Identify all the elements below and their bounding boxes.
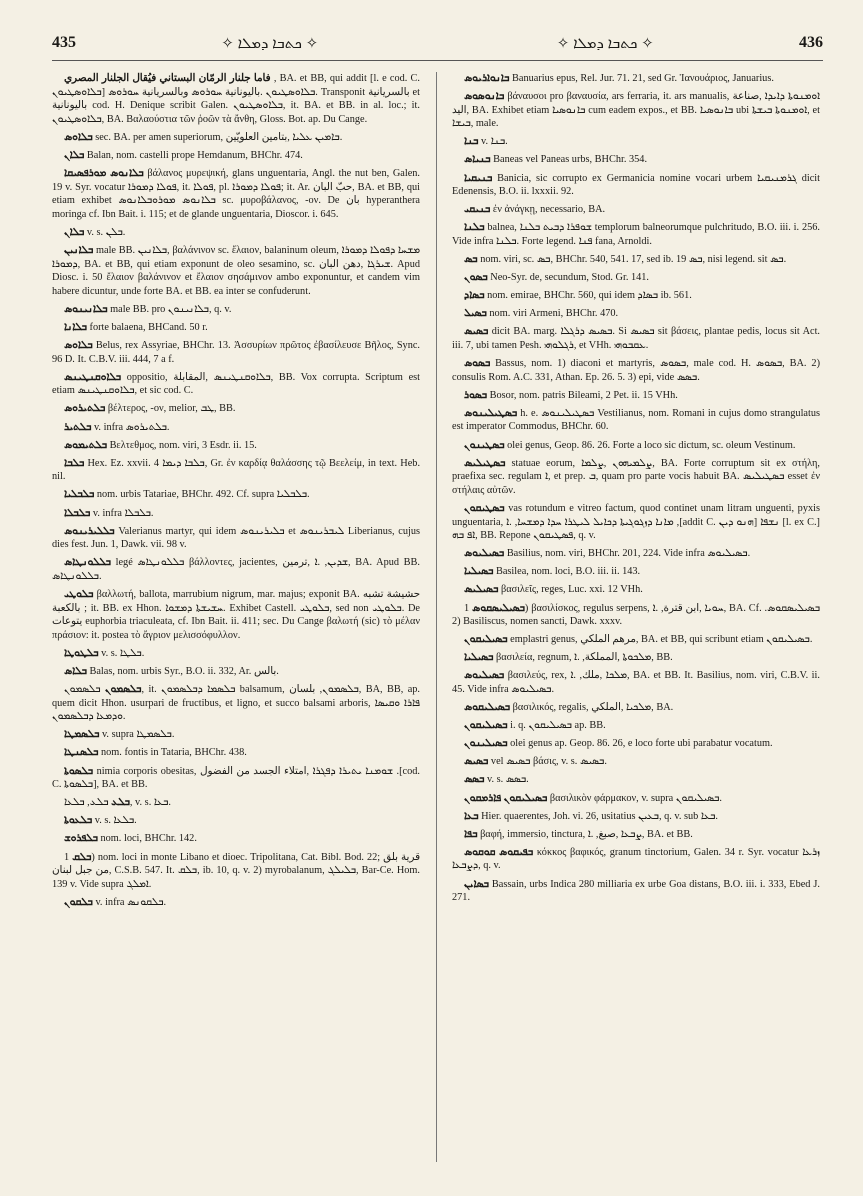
dictionary-entry [52, 832, 420, 846]
entry-definition: Basilea, nom. loci, B.O. iii. ii. 143. [495, 566, 641, 578]
entry-definition: Valerianus martyr, qui idem ܒܠܝܪܝܢܘܣ et ܠܝܒܪܝܢܘܣ Liberianus, cujus dies fest. Jun. 1, Dawk. vii. 98 v. [52, 525, 420, 551]
dictionary-entry [452, 602, 820, 629]
entry-headword: ܒܣܝܠܝܐ [464, 566, 494, 578]
dictionary-entry [52, 303, 420, 317]
dictionary-entry [52, 665, 420, 679]
entry-headword: ܒܢܝܩܝ [464, 204, 491, 216]
entry-definition: v. s. ܒܠܛܐ. [101, 647, 145, 659]
dictionary-entry [452, 357, 820, 384]
dictionary-entry [452, 407, 820, 434]
entry-headword: ܒܠܥ [111, 797, 130, 809]
dictionary-entry [452, 90, 820, 131]
entry-definition: nom. viri, sc. ܒܣ, BHChr. 540, 541. 17, sed ib. 19 ܒܣ, nisi legend. sit ܒܣ. [480, 254, 787, 266]
entry-headword: ܒܠܥܘܬܐ [64, 815, 93, 827]
entry-definition: balnea, ܫܘܦܪܐ ܕܒܝܬ ܒܠܢܐ templorum balneorumque pulchritudo, B.O. iii. i. 256. Vide infra ܒܠܢܐ. Forte legend. ܦܢܐ fana, Arnoldi. [452, 222, 820, 247]
entry-definition: βασιλικός, regalis, ܡܠܟܝܐ ,الملكي, BA. [512, 702, 674, 714]
dictionary-entry [452, 457, 820, 498]
entry-headword: ܒܣ [464, 254, 478, 266]
dictionary-entry [52, 457, 420, 484]
entry-definition: v. ܒܢܐ. [481, 136, 508, 148]
entry-definition: Baneas vel Paneas urbs, BHChr. 354. [493, 154, 648, 166]
dictionary-entry [52, 167, 420, 221]
dictionary-entry [452, 719, 820, 733]
entry-headword: ܒܠܐܢ [64, 226, 85, 238]
entry-headword: ܒܠܒܠܝܐ [64, 489, 95, 501]
entry-headword: ܒܣܝܣ [464, 756, 489, 768]
dictionary-entry [452, 203, 820, 217]
entry-headword: ܒܠܐܘܩܢܛܝܢܣ [64, 371, 122, 383]
entry-definition: oppositio, ܒܠܐܘܩܢܛܝܢܣ ,المقابلة, BB. Vox corrupta. Scriptum est etiam ܒܠܐܘܩܢܛܝܢܣ, et sic cod. C. [52, 371, 420, 397]
dictionary-entry [452, 773, 820, 787]
entry-headword: ܒܐܢܘܣܘܣ [464, 91, 505, 103]
entry-headword: ܒܠܛܘܛܐ [64, 647, 99, 659]
entry-definition: male BB. ܒܠܐܢܝܢ, βαλάνινον sc. ἔλαιον, balaninum oleum, ܡܫܚܐ ܕܦܘܠܐ ܕܡܘܪܐ ܕܡܘܪܐ, BA. et BB, qui etiam exponunt de oleo sesamino, sc. ܫܝܪܓܐ ,دهن البان. Apud Diosc. i. 50 ἔλαιον βαλάνινον et ἔλαιον σησάμινον ambo exponuntur, et candem vim habere dicuntur, unde forte BA. et BB. ea inter se confuderunt. [52, 245, 420, 297]
dictionary-entry [452, 153, 820, 167]
dictionary-entry [452, 172, 820, 199]
dictionary-entry [452, 583, 820, 597]
entry-definition: Banicia, sic corrupto ex Germanicia nomine vocari urbem ܓܪܡܢܝܩܝܐ dicit Edenensis, B.O. ii. lxxxii. 92. [452, 172, 820, 198]
entry-definition: i. q. ܒܣܝܠܝܩܘܢ ap. BB. [510, 720, 606, 732]
dictionary-entry [52, 851, 420, 892]
entry-definition: olei genus, Geop. 86. 26. Forte a loco sic dictum, sc. oleum Vestinum. [507, 439, 796, 451]
entry-headword: ܒܣܝܠ [464, 308, 487, 320]
entry-headword: ܒܠܒܠܐ [64, 507, 91, 519]
entry-headword: ܒܠܠܝܪܝܢܘܣ [64, 525, 115, 537]
dictionary-entry [452, 502, 820, 543]
entry-headword: ܒܣܝܠܝܩܘܢ ܦܐܪܡܩܘܢ [464, 792, 548, 804]
dictionary-entry [52, 131, 420, 145]
entry-definition: statuae eorum, ܨܠܡܝܗܘܢ ,ܨܠܡܐ, BA. Forte corruptum sit ex στήλη, praefixa sec. regulam ܐ, et prep. ܒ, quam pro parte vocis habuit BA. ܒܣܛܝܠܝܣ esset ἐν στήλαις αὐτῶν. [452, 457, 820, 496]
entry-headword: ܒܣܐܝܢ [464, 878, 489, 890]
entry-headword: ܒܠܐܢܝܢ [64, 245, 94, 257]
entry-definition: v. s. ܒܠܢ. [86, 226, 126, 238]
entry-headword: ܒܠܬܝܡܘܣ [64, 439, 107, 451]
entry-definition: v. s. ܒܠܥܐ. [94, 815, 137, 827]
entry-definition: ܒܠܣܡܘܢ, it. ܒܠܣܡܐ ܕܒܠܣܡܘܢ balsamum, ܒܠܣܡܘܢ, بلسان, BA, BB, ap. quem dicit Hhon. usurpari de fructibus, et ligno, et succo balsami arboris, ܦܐܪܐ ܘܩܝܣܐ ܘܕܡܥܐ ܕܒܠܣܡܘܢ. [52, 684, 420, 723]
entry-headword: ܒܠܣܘܬܐ [64, 765, 94, 777]
left-column [52, 72, 420, 1182]
dictionary-entry [452, 633, 820, 647]
dictionary-entry [52, 588, 420, 642]
entry-definition: sec. BA. per amen superiorum, ܒܐܡܝܢ ܥܠܝܐ ,بتامين العلويّين. [95, 131, 343, 143]
entry-definition: βαφή, immersio, tinctura, ܨܒܥܐ ,صبغ, .ܐ, BA. et BB. [480, 828, 693, 840]
entry-headword: ܒܠܣܢܛܐ [64, 747, 99, 759]
dictionary-entry [52, 421, 420, 435]
entry-headword: ܒܠܐܢܐ [64, 322, 87, 333]
entry-definition: βάναυσοι pro βαναυσία, ars ferraria, it. ars manualis, ܐܘܡܢܘܬܐ ܕܐܝܕܐ ,صناعة اليد, BA. Exhibet etiam ܒܐܢܘܣܝܐ cum eadem expos., et BB. ܒܐܢܘܣܝܐ ubi ܐܘܡܢܘܬܐ ܒܝܫܬܐ, et ܒܝܫܐ, male. [452, 91, 820, 130]
dictionary-entry [452, 846, 820, 873]
entry-headword: ܒܣܘܣ [464, 358, 491, 370]
entry-headword: ܒܠܠܘܢܛܐܣ [64, 557, 111, 569]
entry-definition: Belus, rex Assyriae, BHChr. 13. Ἀσσυρίων πρῶτος ἐβασίλευσε Βῆλος, Sync. 96 D. It. C.B.V. iii. 444, 7 a f. [52, 340, 420, 365]
dictionary-entry [452, 325, 820, 352]
entry-definition: dicit BA. marg. ܒܣܝܣ ܕܪܓܠܐ. Si ܒܣܝܣ sit βάσεις, plantae pedis, locus sit Act. iii. 7, ubi tamen Pesh. ܪܓܠܘܗܝ, et VHh. ܥܩܒܘܗܝ. [452, 326, 820, 351]
entry-headword: ܒܣܐܕ [464, 290, 485, 302]
dictionary-entry [452, 651, 820, 665]
dictionary-entry [52, 683, 420, 724]
dictionary-entry [52, 647, 420, 661]
entry-headword: ܒܣܝܠܝܣܩܘܣ [472, 602, 525, 614]
entry-headword: ܒܠܩ [72, 851, 92, 863]
dictionary-entry [52, 402, 420, 416]
entry-headword: ܒܣܝܠܝܣ [464, 584, 499, 596]
entry-definition: ܒܠܥ, ܒܠܥܐ, v. s. ܒܥܐ. [64, 797, 171, 809]
entry-headword: ܒܣܝܣ [464, 326, 489, 338]
dictionary-entry [452, 810, 820, 824]
entry-headword: ܒܢܐ [464, 136, 479, 148]
entry-definition: nimia corporis obesitas, ܫܘܡܢܐ ܝܬܝܪܐ ܕܦܓܪܐ ,امتلاء الجسد من الفضول .[cod. C. ܒܠܣܘܬܐ], BA. et BB. [52, 765, 420, 791]
dictionary-entry [452, 289, 820, 303]
dictionary-entry [452, 72, 820, 86]
entry-headword: ܒܠܐܣ [64, 665, 87, 677]
dictionary-entry [452, 792, 820, 806]
entry-headword: ܒܐܢܘܐܪܝܘܣ [464, 73, 510, 84]
dictionary-entry [52, 746, 420, 760]
entry-headword: ܒܠܦܪܘܫ [64, 833, 98, 845]
dictionary-entry [452, 439, 820, 453]
dictionary-entry [452, 253, 820, 267]
dictionary-entry [52, 226, 420, 240]
entry-headword: ܒܠܐܢ [64, 149, 85, 161]
entry-definition: 1) βασιλίσκος, regulus serpens, ܚܘܝܐ ,ابن قترة, .ܐ, BA. Cf. ܒܣܝܠܝܣܩܘܣ. 2) Basiliscus, nomen sancti, Dawk. xxxv. [452, 602, 820, 628]
entry-definition: nom. loci, BHChr. 142. [100, 833, 197, 845]
entry-headword: ܒܥܐ [464, 810, 479, 822]
entry-definition: nom. urbis Tatariae, BHChr. 492. Cf. supra ܒܠܒܠܝܐ. [96, 489, 310, 501]
entry-definition: v. infra ܒܠܬܝܪܘܣ. [93, 421, 170, 433]
entry-definition: vas rotundum e vitreo factum, quod continet unam litram unguenti, pyxis unguentaria, ܡܐܢܐ ܕܙܓܘܓܝܬܐ ܕܟܐܝܠ ܠܝܛܪܐ ܚܕܐ ܕܡܫܚܐ, .ܐ ,[addit C. ܗܢܘ ܕܝܢ] ܢܫܦܐ [l. ex C.] ܐܦ ܒܗ, BB. Repone ܦܣܛܝܩܘܢ, q. v. [452, 502, 820, 542]
entry-definition: nom. fontis in Tataria, BHChr. 438. [100, 747, 247, 759]
entry-headword: ܒܠܐܘܣ [64, 131, 93, 143]
dictionary-entry [52, 244, 420, 298]
left-page-number: 435 [52, 34, 76, 51]
entry-definition: βασιλεύς, rex, ܡܠܟܐ ,ملك, .ܐ, BA. et BB. It. Basilius, nom. viri, C.B.V. ii. 45. Vide infra ܒܣܝܠܝܘܣ. [452, 670, 820, 695]
dictionary-entry [452, 221, 820, 248]
entry-headword: ܒܣܝܠܝܐ [464, 652, 494, 664]
entry-headword: ܒܠܣܡܛܐ [64, 729, 100, 741]
entry-headword: ܒܢܝܩܝܐ [464, 172, 493, 184]
dictionary-entry [52, 371, 420, 398]
entry-headword: ܒܠܬܝܪܘܣ [64, 403, 106, 415]
entry-headword: ܒܠܢܐ [464, 222, 485, 234]
entry-definition: male BB. pro ܒܠܐܢܝܢܘܢ, q. v. [110, 303, 232, 315]
dictionary-entry [52, 507, 420, 521]
entry-headword: ܒܣܝܠܝܩܘܢ [464, 720, 508, 732]
dictionary-entry [52, 525, 420, 552]
entry-definition: βασιλεία, regnum, ܡܠܟܘܬܐ ,المملكة, .ܐ, BB. [495, 652, 673, 664]
dictionary-entry [52, 488, 420, 502]
entry-definition: v. infra ܒܠܩܘܢܣ. [95, 896, 167, 908]
entry-definition: h. e. ܒܣܛܝܠܝܢܘܣ Vestilianus, nom. Romani in cujus domo strangulatus est imperator Commodus, BHChr. 60. [452, 407, 820, 433]
entry-definition: Bassus, nom. 1) diaconi et martyris, ܒܣܘܣ, male cod. H. ܒܣܘܣ, BA. 2) consulis Rom. A.C. 331, Athan. Ep. 26. 5. 3) epi, vide ܒܣܣ. [452, 358, 820, 383]
entry-definition: ἐν ἀνάγκῃ, necessario, BA. [492, 204, 606, 216]
entry-headword: ܒܠܬܝܪ [64, 421, 92, 433]
entry-definition: Bosor, nom. patris Bileami, 2 Pet. ii. 15 VHh. [489, 389, 678, 401]
page-header [52, 30, 823, 56]
dictionary-entry [52, 796, 420, 810]
entry-definition: βέλτερος, -ον, melior, ܛܒ, BB. [107, 403, 236, 415]
entry-headword: ܒܣܝܠܝܢܘܢ [464, 738, 508, 750]
entry-headword: فاما جلنار الرمّان البستاني فيُقال الجلنار المصري [64, 73, 271, 84]
dictionary-entry [52, 728, 420, 742]
entry-definition: βασιλικὸν φάρμακον, v. supra ܒܣܝܠܝܩܘܢ. [549, 792, 722, 804]
entry-headword: ܒܣܝܠܝܘܣ [464, 670, 505, 682]
entry-headword: ܒܣܛܝܢܘܢ [464, 439, 505, 451]
dictionary-entry [52, 814, 420, 828]
entry-headword: ܒܣܝܠܝܘܣ [464, 548, 505, 560]
dictionary-entry [452, 701, 820, 715]
dictionary-entry [52, 765, 420, 792]
entry-definition: v. s. ܒܣܣ. [486, 774, 529, 786]
entry-definition: κόκκος βαφικός, granum tinctorium, Galen. 34 r. Syr. vocatur ܙܪܥܐ ܕܨܒܥܐ, q. v. [452, 846, 820, 872]
entry-definition: Basilius, nom. viri, BHChr. 201, 224. Vide infra ܒܣܝܠܝܘܣ. [506, 548, 751, 560]
dictionary-entry [452, 828, 820, 842]
entry-definition: nom. emirae, BHChr. 560, qui idem ܒܣܐܕ ib. 561. [487, 290, 692, 302]
dictionary-entry [452, 565, 820, 579]
dictionary-entry [452, 737, 820, 751]
entry-definition: βαλλωτή, ballota, marrubium nigrum, mar. majus; exponit BA. حشيشة تشبه بالكعبة ; it. BB. ex Hhon. ܚܫܝܫܬܐ ܕܡܫܘܐ. Exhibet Castell. ܒܠܘܛܝ, sed non ܒܠܘܛܝ. De يتوعات euphorbia triaculeata, cf. Ibn Bait. ii. 411; sec. Du Cange βαλωτή (sic) τὸ μέλαν πράσιον: it. postea τὸ ἄγριον μελισσόφυλλον. [52, 589, 420, 641]
entry-definition: olei genus ap. Geop. 86. 26, e loco forte ubi parabatur vocatum. [510, 738, 773, 750]
entry-definition: vel ܒܣܝܣ βάσις, v. s. ܒܣܝܣ. [490, 756, 607, 768]
dictionary-entry [452, 307, 820, 321]
column-divider [436, 72, 437, 1162]
entry-definition: Balan, nom. castelli prope Hemdanum, BHChr. 474. [86, 149, 303, 161]
dictionary-entry [52, 556, 420, 583]
entry-definition: Hex. Ez. xxvii. 4 ܒܠܒܐ ܕܝܡܐ, Gr. ἐν καρδίᾳ θαλάσσης τῷ Βεελείμ, in text. Heb. nil. [52, 457, 420, 483]
entry-definition: Bassain, urbs Indica 280 milliaria ex urbe Goa distans, B.O. iii. i. 333, Ebed J. 271. [452, 878, 820, 904]
entry-headword: ܒܠܐܢܘܣ ܡܘܪܦܣܝܩܐ [64, 168, 144, 180]
entry-headword: ܒܠܘܛܝ [64, 589, 94, 600]
dictionary-entry [452, 389, 820, 403]
entry-definition: nom. viri Armeni, BHChr. 470. [489, 308, 619, 320]
entry-definition: legé ܒܠܠܘܢܛܐܣ βάλλοντες, jacientes, ܫܕܝܢ, .ܐ ,ترمين, BA. Apud BB. ܒܠܠܘܢܛܐܣ. [52, 557, 420, 582]
entry-headword: ܒܠܩܘܢ [64, 896, 93, 908]
right-running-title: ✧ ܟܬܒܐ ܕܡܠܐ ✧ [556, 35, 654, 52]
dictionary-entry [452, 547, 820, 561]
entry-headword: ܒܣܝܠܝܩܘܢ [464, 634, 508, 646]
entry-headword: ܒܦܝܩܘܣ ܩܘܩܘܣ [464, 846, 534, 858]
entry-headword: ܒܣܘܪ [464, 389, 488, 401]
dictionary-entry [52, 896, 420, 910]
entry-headword: ܒܠܐܢܝܢܘܣ [64, 303, 108, 315]
entry-headword: ܒܣܣ [464, 774, 485, 786]
dictionary-entry [452, 878, 820, 905]
right-column [452, 72, 820, 1182]
entry-definition: forte balaena, BHCand. 50 r. [89, 322, 208, 333]
dictionary-entry [452, 271, 820, 285]
dictionary-entry [52, 339, 420, 366]
entry-headword: ܒܦܐ [464, 828, 478, 840]
dictionary-entry [52, 439, 420, 453]
entry-definition: v. infra ܒܠܒܠܐ. [92, 507, 154, 519]
entry-headword: ܒܣܘܢ [464, 272, 488, 284]
entry-headword: ܒܣܝܠܝܩܘܣ [464, 702, 511, 714]
dictionary-entry [52, 321, 420, 335]
right-page-number: 436 [799, 34, 823, 51]
dictionary-entry [452, 669, 820, 696]
left-running-title: ✧ ܟܬܒܐ ܕܡܠܐ ✧ [221, 35, 319, 52]
dictionary-entry [52, 72, 420, 126]
entry-definition: Balas, nom. urbis Syr., B.O. ii. 332, Ar. بالس. [89, 665, 279, 677]
entry-definition: Banuarius epus, Rel. Jur. 71. 21, sed Gr. Ἰανουάριος, Januarius. [512, 73, 774, 84]
dictionary-entry [452, 135, 820, 149]
entry-headword: ܒܠܐܘܣ [64, 340, 93, 352]
entry-headword: ܒܠܒܐ [64, 457, 85, 469]
entry-definition: βασιλεῖς, reges, Luc. xxi. 12 VHh. [500, 584, 643, 596]
entry-definition: v. supra ܒܠܣܡܛܐ. [101, 729, 175, 741]
dictionary-entry [452, 755, 820, 769]
entry-definition: , BA. et BB, qui addit [l. e cod. C. ܒܠܐܘܣܛܝܘܢ] ܒܠܐܘܣܛܝܘܢ .باليونانية ܚܘܪܘܣ وبالسريانية ܚܘܪܘܣ. Transponit بالسريانية et باليونانية cod. H. Denique scribit Galen. ܒܠܐܘܣܛܝܘܢ, it. BA. et BB. in al. loc.; it. ܒܠܐܘܣܛܝܘܢ, BA. Βαλαούστια τῶν ῥοῶν τὰ ἄνθη, Gloss. Bot. ap. Du Cange. [52, 73, 420, 125]
entry-headword: ܒܣܛܝܩܘܢ [464, 502, 505, 514]
entry-headword: ܒܢܝܐܣ [464, 154, 491, 166]
entry-definition: emplastri genus, مرهم الملكي, BA. et BB, qui scribunt etiam ܒܣܝܠܝܩܘܢ. [510, 634, 813, 646]
entry-definition: 1) nom. loci in monte Libano et dioec. Tripolitana, Cat. Bibl. Bod. 22; قرية بلق من جبل لبنان, C.S.B. 547. It. ܒܠܩ, ib. 10, q. v. 2) myrobalanum, ܒܠܝܠܓ, Bar-Ce. Hom. 139 v. Vide supra ܐܡܠܓ. [52, 851, 420, 890]
entry-headword: ܒܣܛܝܠܝܢܘܣ [464, 407, 518, 419]
entry-definition: βάλανος μυρεψική, glans unguentaria, Angl. the nut ben, Galen. 19 v. Syr. vocatur ܦܘܠܐ ܕܡܘܪܐ, it. ܦܘܠܐ, pl. ܦܘܠܐ ܕܡܘܪܐ; it. Ar. حبّ البان, BA. et BB, qui etiam exhibet ܒܠܐܢܘܣ ܡܘܪܘܒܠܐܢܘܣ sc. μυροβάλανος, -ον. De بان hyperanthera moringa cf. Ibn Bait. i. 115; et de glande unguentaria, Dioscor. i. 645. [52, 168, 420, 220]
dictionary-entry [52, 149, 420, 163]
entry-definition: Neo-Syr. de, secundum, Stod. Gr. 141. [490, 272, 649, 284]
entry-definition: Βελτεθμος, nom. viri, 3 Esdr. ii. 15. [109, 439, 257, 451]
entry-headword: ܒܠܣܡܘܢ [104, 684, 142, 696]
header-rule [52, 60, 823, 61]
entry-definition: Hier. quaerentes, Joh. vi. 26, usitatius ܒܥܝܢ, q. v. sub ܒܥܐ. [481, 810, 718, 822]
entry-headword: ܒܣܛܝܠܝܣ [464, 457, 506, 469]
